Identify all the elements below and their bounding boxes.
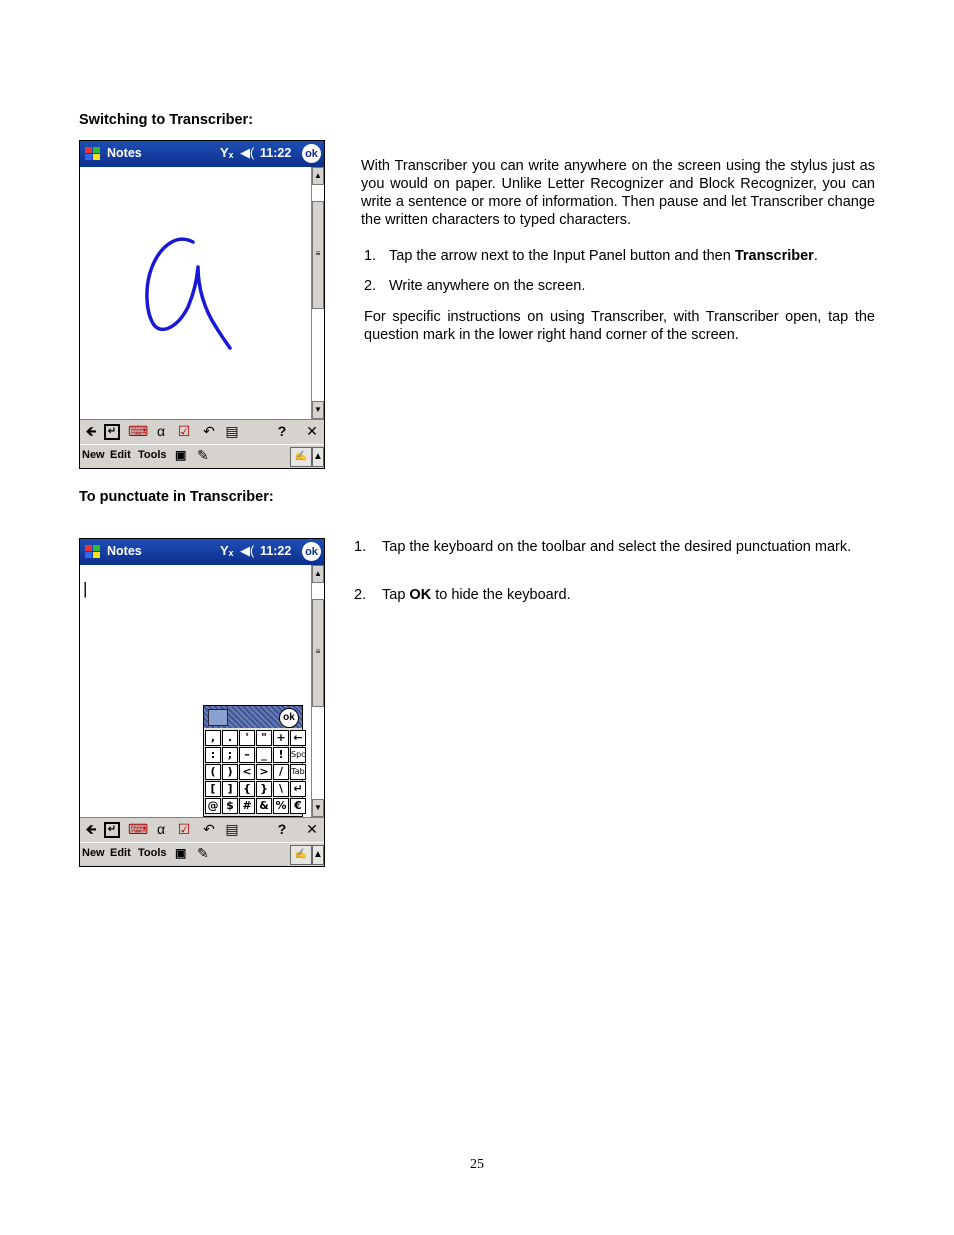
windows-start-icon[interactable]	[83, 144, 103, 164]
pda-app-title: Notes	[107, 544, 142, 558]
correct-icon[interactable]: ☑	[177, 821, 191, 837]
pda-menu-bar	[80, 444, 324, 468]
section-heading-punctuate: To punctuate in Transcriber:	[79, 489, 274, 505]
punctuation-key[interactable]: –	[239, 747, 255, 763]
enter-icon[interactable]: ↵	[104, 822, 120, 838]
pda-menu-bar	[80, 842, 324, 866]
punctuation-key[interactable]: {	[239, 781, 255, 797]
input-panel-icon[interactable]: ✍	[290, 845, 312, 865]
alpha-icon[interactable]: α	[156, 423, 166, 439]
punctuation-key[interactable]: ↵	[290, 781, 306, 797]
pda-toolbar	[80, 817, 324, 842]
keyboard-ok-button[interactable]: ok	[279, 708, 299, 728]
list-item: 2. Tap OK to hide the keyboard.	[354, 587, 571, 603]
volume-icon[interactable]: ◀(	[240, 543, 255, 558]
punctuation-key[interactable]: !	[273, 747, 289, 763]
list-item: 1. Tap the keyboard on the toolbar and select the desired punctuation mark.	[354, 539, 852, 555]
punctuation-key[interactable]: Tab	[290, 764, 306, 780]
punctuation-key[interactable]: >	[256, 764, 272, 780]
punctuation-key[interactable]: /	[273, 764, 289, 780]
pda-screenshot-transcriber	[79, 140, 325, 469]
punctuation-key[interactable]: "	[256, 730, 272, 746]
punctuation-key[interactable]: [	[205, 781, 221, 797]
help-icon[interactable]: ?	[277, 821, 287, 837]
options-icon[interactable]: ▤	[225, 821, 239, 837]
correct-icon[interactable]: ☑	[177, 423, 191, 439]
vertical-scrollbar[interactable]	[311, 167, 324, 419]
punctuation-key[interactable]: Spc	[290, 747, 306, 763]
menu-tools[interactable]: Tools	[138, 847, 167, 859]
punctuation-key[interactable]: ;	[222, 747, 238, 763]
keyboard-pen-icon[interactable]: ⌨	[128, 423, 149, 439]
undo-icon[interactable]: ↶	[203, 821, 215, 837]
list-item: 2. Write anywhere on the screen.	[364, 278, 586, 294]
enter-icon[interactable]: ↵	[104, 424, 120, 440]
handwritten-a-stroke	[80, 167, 313, 419]
scroll-down-arrow-icon[interactable]: ▼	[312, 799, 324, 817]
menu-tools[interactable]: Tools	[138, 449, 167, 461]
keyboard-icon[interactable]	[208, 709, 228, 726]
text-cursor: |	[83, 579, 88, 598]
punctuation-key[interactable]: <	[239, 764, 255, 780]
recording-icon[interactable]: ▣	[175, 846, 187, 860]
pda-clock[interactable]: 11:22	[260, 544, 292, 558]
pda-title-bar	[80, 539, 324, 565]
transcriber-intro: With Transcriber you can write anywhere on the screen using the stylus just as you would on paper. Unlike Letter Recognizer and Block Recognizer, you can write a sentence or more of information. Then pause and let Transcriber change the written characters to typed characters.	[361, 158, 875, 228]
punctuation-key[interactable]: _	[256, 747, 272, 763]
input-panel-arrow-icon[interactable]: ▲	[312, 447, 324, 467]
punctuation-key[interactable]: '	[239, 730, 255, 746]
pen-icon[interactable]: ✎	[197, 447, 209, 463]
scroll-up-arrow-icon[interactable]: ▲	[312, 167, 324, 185]
scroll-up-arrow-icon[interactable]: ▲	[312, 565, 324, 583]
punctuation-key[interactable]: .	[222, 730, 238, 746]
menu-new[interactable]: New	[82, 449, 105, 461]
help-icon[interactable]: ?	[277, 423, 287, 439]
punctuation-key[interactable]: @	[205, 798, 221, 814]
ok-button[interactable]: ok	[302, 542, 321, 561]
options-icon[interactable]: ▤	[225, 423, 239, 439]
menu-new[interactable]: New	[82, 847, 105, 859]
punctuation-key[interactable]: :	[205, 747, 221, 763]
punctuation-key[interactable]: +	[273, 730, 289, 746]
punctuation-keyboard	[203, 705, 306, 817]
windows-start-icon[interactable]	[83, 542, 103, 562]
pda-toolbar	[80, 419, 324, 444]
volume-icon[interactable]: ◀(	[240, 145, 255, 160]
recording-icon[interactable]: ▣	[175, 448, 187, 462]
punctuation-key[interactable]: #	[239, 798, 255, 814]
signal-icon[interactable]: Yₓ	[220, 543, 234, 558]
punctuation-key[interactable]: (	[205, 764, 221, 780]
input-panel-icon[interactable]: ✍	[290, 447, 312, 467]
punctuation-key[interactable]: ]	[222, 781, 238, 797]
keyboard-header	[204, 706, 302, 728]
punctuation-key[interactable]: \	[273, 781, 289, 797]
alpha-icon[interactable]: α	[156, 821, 166, 837]
menu-edit[interactable]: Edit	[110, 847, 131, 859]
pda-app-title: Notes	[107, 146, 142, 160]
punctuation-key[interactable]: %	[273, 798, 289, 814]
vertical-scrollbar[interactable]	[311, 565, 324, 817]
back-arrow-icon[interactable]: 🡸	[85, 423, 97, 439]
pda-title-bar	[80, 141, 324, 167]
punctuation-key[interactable]: $	[222, 798, 238, 814]
ok-button[interactable]: ok	[302, 144, 321, 163]
close-icon[interactable]: ✕	[306, 821, 318, 837]
page-number: 25	[470, 1157, 484, 1172]
punctuation-key[interactable]: }	[256, 781, 272, 797]
punctuation-key[interactable]: )	[222, 764, 238, 780]
punctuation-key[interactable]: ←	[290, 730, 306, 746]
close-icon[interactable]: ✕	[306, 423, 318, 439]
scroll-thumb[interactable]: ≡	[312, 201, 324, 309]
keyboard-keys	[205, 730, 306, 814]
pda-screenshot-punctuation	[79, 538, 325, 867]
input-panel-arrow-icon[interactable]: ▲	[312, 845, 324, 865]
punctuation-key[interactable]: €	[290, 798, 306, 814]
writing-area[interactable]	[80, 167, 313, 419]
section-heading-switching: Switching to Transcriber:	[79, 112, 254, 128]
scroll-down-arrow-icon[interactable]: ▼	[312, 401, 324, 419]
list-item: 1. Tap the arrow next to the Input Panel button and then Transcriber.	[364, 248, 818, 264]
signal-icon[interactable]: Yₓ	[220, 145, 234, 160]
menu-edit[interactable]: Edit	[110, 449, 131, 461]
keyboard-pen-icon[interactable]: ⌨	[128, 821, 149, 837]
pda-clock[interactable]: 11:22	[260, 146, 292, 160]
scroll-thumb[interactable]: ≡	[312, 599, 324, 707]
punctuation-key[interactable]: ,	[205, 730, 221, 746]
pen-icon[interactable]: ✎	[197, 845, 209, 861]
transcriber-help-note: For specific instructions on using Transcriber, with Transcriber open, tap the question mark in the lower right hand corner of the screen.	[364, 309, 875, 343]
punctuation-key[interactable]: &	[256, 798, 272, 814]
back-arrow-icon[interactable]: 🡸	[85, 821, 97, 837]
undo-icon[interactable]: ↶	[203, 423, 215, 439]
